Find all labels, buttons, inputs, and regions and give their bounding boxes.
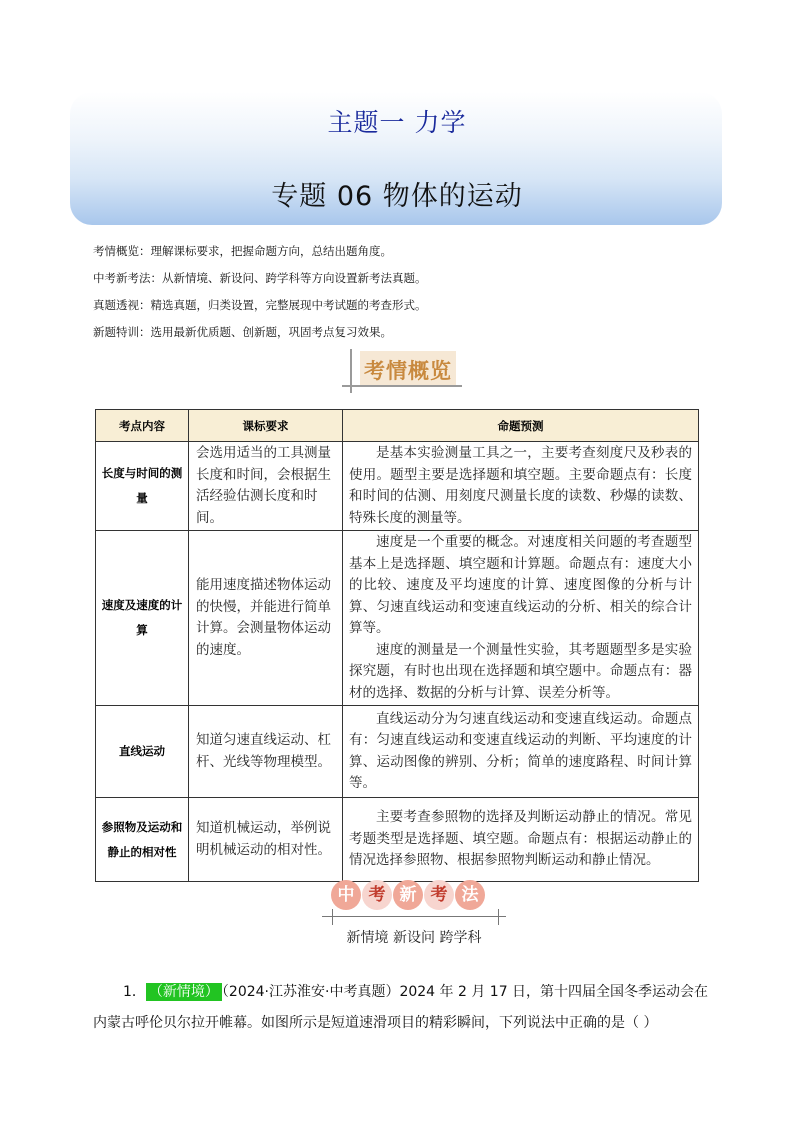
intro-line: 考情概览：理解课标要求，把握命题方向，总结出题角度。: [93, 244, 392, 258]
column-header: 考点内容: [96, 410, 189, 442]
question-text: （2024·江苏淮安·中考真题）2024 年 2 月 17 日，第十四届全国冬季运动会在内蒙古呼伦贝尔拉开帷幕。如图所示是短道速滑项目的精彩瞬间，下列说法中正确的是（ ）: [93, 984, 709, 1031]
topic-cell: 速度及速度的计算: [96, 531, 189, 706]
heading-char-circle: 考: [362, 880, 392, 910]
section-heading-new-methods: [322, 880, 506, 950]
table-row: [96, 706, 699, 798]
prediction-paragraph: 是基本实验测量工具之一，主要考查刻度尺及秒表的使用。题型主要是选择题和填空题。主要命题点有：长度和时间的估测、用刻度尺测量长度的读数、秒爆的读数、特殊长度的测量等。: [349, 445, 692, 526]
intro-line: 真题透视：精选真题，归类设置，完整展现中考试题的考查形式。: [93, 298, 427, 312]
prediction-paragraph: 主要考查参照物的选择及判断运动静止的情况。常见考题类型是选择题、填空题。命题点有：根据运动静止的情况选择参照物、根据参照物判断运动和静止情况。: [349, 809, 692, 869]
decor-line: [342, 385, 462, 387]
section-subtitle: 新情境 新设问 跨学科: [346, 930, 482, 946]
decor-line: [498, 909, 499, 925]
requirement-cell: 会选用适当的工具测量长度和时间，会根据生活经验估测长度和时间。: [189, 442, 343, 531]
exam-overview-table: [95, 409, 699, 882]
column-header: 课标要求: [189, 410, 343, 442]
prediction-cell: [343, 531, 699, 706]
question-tag: （新情境）: [146, 983, 222, 1001]
topic-cell: 参照物及运动和静止的相对性: [96, 798, 189, 882]
question-number: 1．: [123, 984, 146, 1000]
intro-line: 中考新考法：从新情境、新设问、跨学科等方向设置新考法真题。: [93, 271, 427, 285]
topic-cell: 直线运动: [96, 706, 189, 798]
requirement-cell: 知道机械运动，举例说明机械运动的相对性。: [189, 798, 343, 882]
table-row: [96, 531, 699, 706]
prediction-paragraph: 直线运动分为匀速直线运动和变速直线运动。命题点有：匀速直线运动和变速直线运动的判断、平均速度的计算、运动图像的辨别、分析；简单的速度路程、时间计算等。: [349, 710, 692, 791]
prediction-paragraph: 速度是一个重要的概念。对速度相关问题的考查题型基本上是选择题、填空题和计算题。命题点有：速度大小的比较、速度及平均速度的计算、速度图像的分析与计算、匀速直线运动和变速直线运动的分析、相关的综合计算等。: [349, 534, 692, 636]
section-heading-text: 考情概览: [364, 359, 452, 383]
heading-char-circle: 新: [393, 880, 423, 910]
prediction-cell: [343, 706, 699, 798]
question-1: [93, 977, 713, 1039]
intro-list: [93, 238, 427, 346]
requirement-cell: 知道匀速直线运动、杠杆、光线等物理模型。: [189, 706, 343, 798]
table-row: [96, 442, 699, 531]
topic-cell: 长度与时间的测量: [96, 442, 189, 531]
prediction-paragraph: 速度的测量是一个测量性实验，其考题题型多是实验探究题，有时也出现在选择题和填空题中。命题点有：器材的选择、数据的分析与计算、误差分析等。: [349, 641, 692, 701]
heading-char-circle: 法: [455, 880, 485, 910]
prediction-cell: [343, 442, 699, 531]
column-header: 命题预测: [343, 410, 699, 442]
heading-char-circle: 中: [331, 880, 361, 910]
heading-char-circle: 考: [424, 880, 454, 910]
section-heading-overview: [338, 345, 468, 397]
decor-line: [332, 909, 333, 925]
table-row: [96, 798, 699, 882]
requirement-cell: 能用速度描述物体运动的快慢，并能进行简单计算。会测量物体运动的速度。: [189, 531, 343, 706]
prediction-cell: [343, 798, 699, 882]
decor-line: [322, 916, 506, 917]
table-header-row: [96, 410, 699, 442]
chapter-title: 专题 06 物体的运动: [271, 181, 523, 212]
intro-line: 新题特训：选用最新优质题、创新题，巩固考点复习效果。: [93, 325, 392, 339]
topic-title: 主题一 力学: [327, 108, 467, 137]
